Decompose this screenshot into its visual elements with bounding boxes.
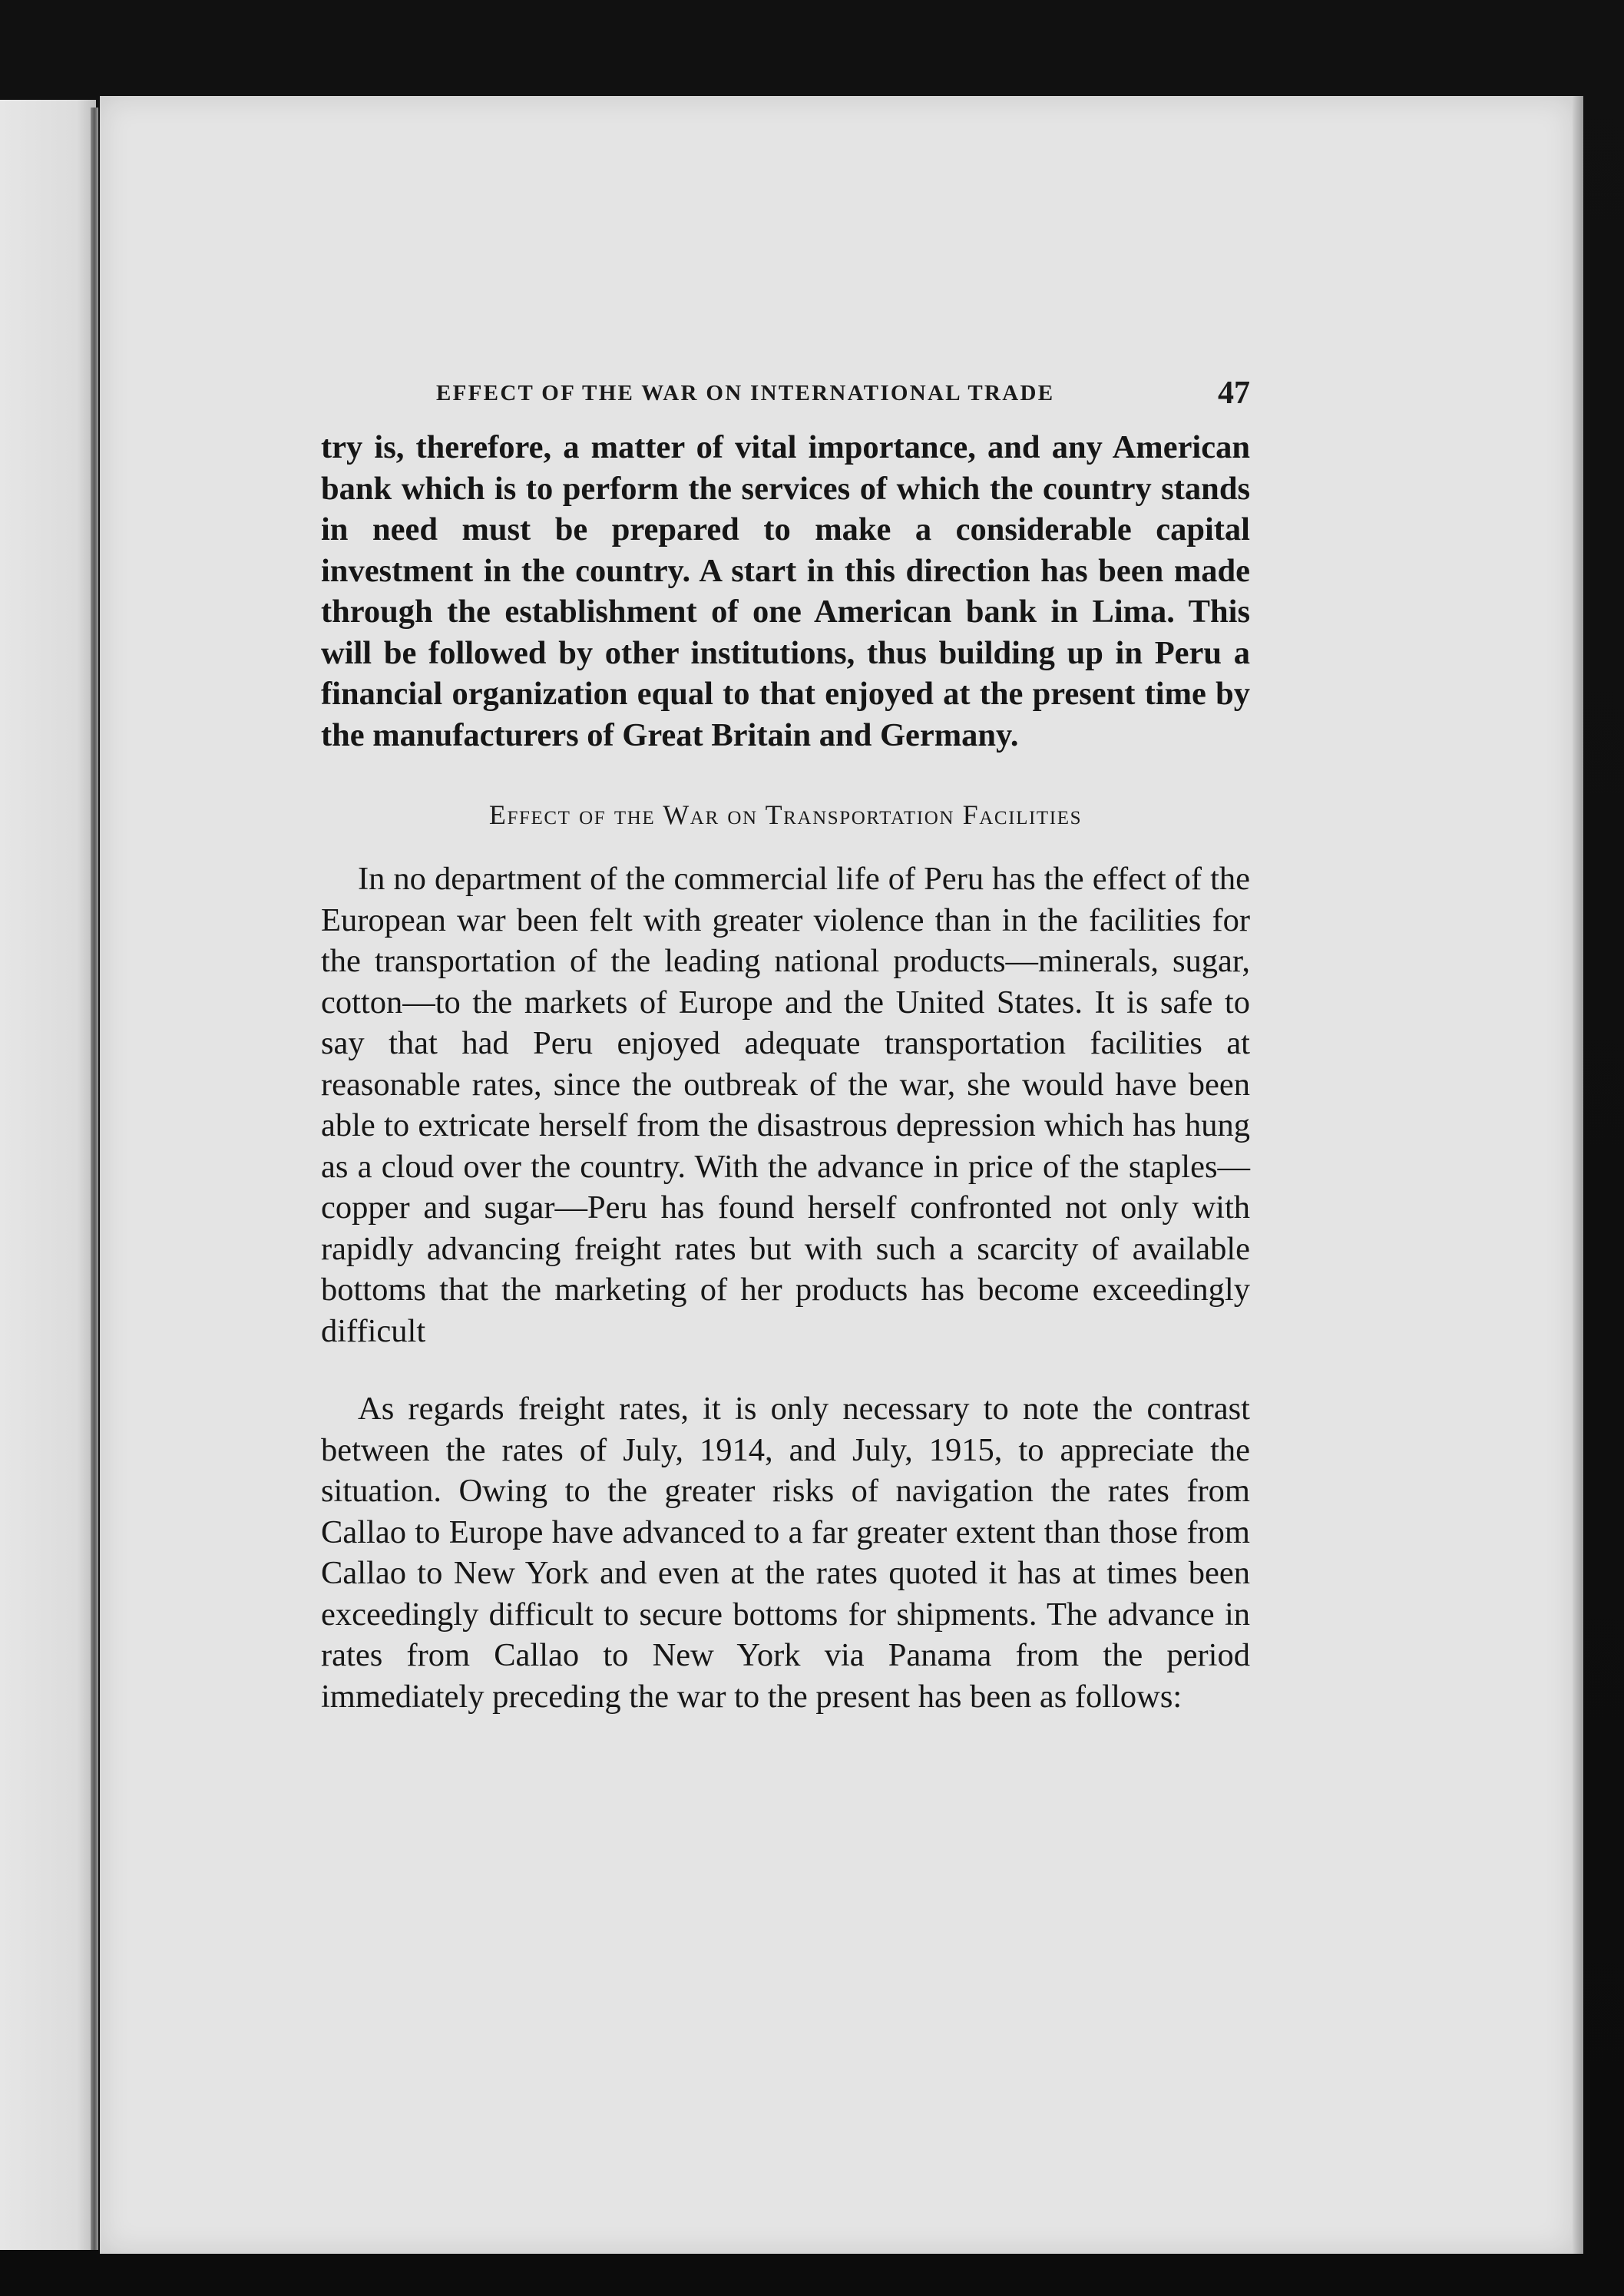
section-heading: Effect of the War on Transportation Facilities	[488, 799, 1083, 830]
page-number: 47	[1218, 375, 1250, 411]
book-binding	[91, 108, 98, 2250]
left-page-edge	[0, 100, 96, 2250]
freight-rates-text: As regards freight rates, it is only necessary to note the contrast between the rates of July, 1914, and July, 1915, to appreciate the situation. Owing to the greater risks of navigation the rates from Callao to Europe have advanced to a far greater extent than those from Callao to New York and even at the rates quoted it has at times been exceedingly difficult to secure bottoms for shipments. The advance in rates from Callao to New York via Panama from the period immediately preceding the war to the present has been as follows:	[321, 1391, 1250, 1715]
page-right-edge	[1573, 96, 1583, 2254]
freight-rates-paragraph	[321, 1388, 1250, 1717]
running-head: EFFECT OF THE WAR ON INTERNATIONAL TRADE	[436, 381, 1055, 405]
continuation-paragraph	[321, 427, 1250, 756]
transportation-paragraph	[321, 859, 1250, 1351]
continuation-text: try is, therefore, a matter of vital importance, and any American bank which is to perform the services of which the country stands in need must be prepared to make a considerable capital investment in the country. A start in this direction has been made through the establishment of one American bank in Lima. This will be followed by other institutions, thus building up in Peru a financial organization equal to that enjoyed at the present time by the manufacturers of Great Britain and Germany.	[321, 429, 1250, 753]
transportation-text: In no department of the commercial life of Peru has the effect of the European war been felt with greater violence than in the facilities for the transportation of the leading national products—minerals, sugar, cotton—to the markets of Europe and the United States. It is safe to say that had Peru enjoyed adequate transportation facilities at reasonable rates, since the outbreak of the war, she would have been able to extricate herself from the disastrous depression which has hung as a cloud over the country. With the advance in price of the staples—copper and sugar—Peru has found herself confronted not only with rapidly advancing freight rates but with such a scarcity of available bottoms that the marketing of her products has become exceedingly difficult	[321, 861, 1250, 1349]
page-header	[436, 375, 1250, 413]
